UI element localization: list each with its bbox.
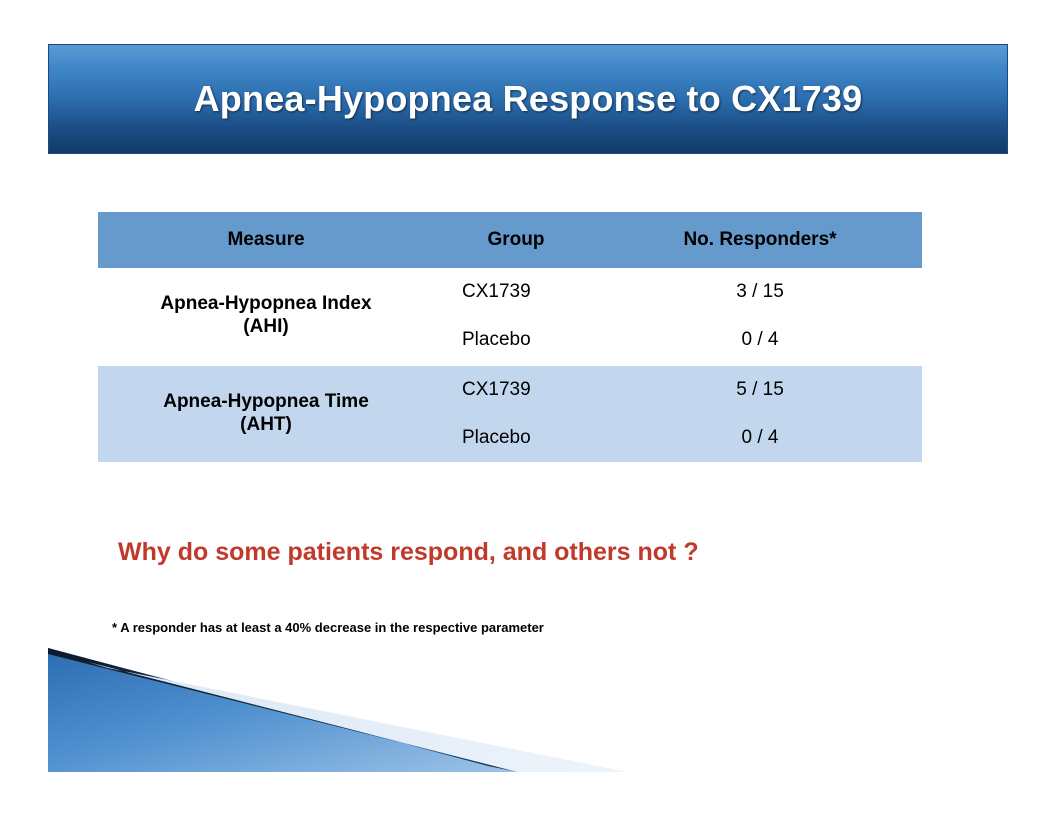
column-header-responders: No. Responders*: [598, 212, 922, 268]
responders-table: [98, 212, 922, 462]
responders-cell: 5 / 15: [598, 365, 922, 414]
measure-label-line1: Apnea-Hypopnea Time: [163, 391, 369, 413]
responders-cell: 3 / 15: [598, 268, 922, 316]
group-cell: Placebo: [434, 414, 598, 462]
footnote-text: * A responder has at least a 40% decrease in the respective parameter: [112, 620, 544, 635]
table-header-row: [98, 212, 922, 268]
responders-cell: 0 / 4: [598, 316, 922, 365]
page-title: Apnea-Hypopnea Response to CX1739: [193, 78, 863, 119]
measure-cell-aht: [98, 365, 434, 462]
responders-cell: 0 / 4: [598, 414, 922, 462]
measure-label-line1: Apnea-Hypopnea Index: [160, 293, 372, 315]
measure-label-line2: (AHT): [240, 414, 292, 435]
column-header-group: Group: [434, 212, 598, 268]
group-cell: CX1739: [434, 268, 598, 316]
measure-cell-ahi: [98, 268, 434, 365]
table-row: [98, 268, 922, 316]
group-cell: Placebo: [434, 316, 598, 365]
column-header-measure: Measure: [98, 212, 434, 268]
question-text: Why do some patients respond, and others not ?: [118, 538, 699, 566]
slide-title-banner: [48, 44, 1008, 154]
decorative-corner-graphic: [48, 648, 628, 776]
table-row: [98, 365, 922, 414]
group-cell: CX1739: [434, 365, 598, 414]
measure-label-line2: (AHI): [243, 316, 289, 337]
